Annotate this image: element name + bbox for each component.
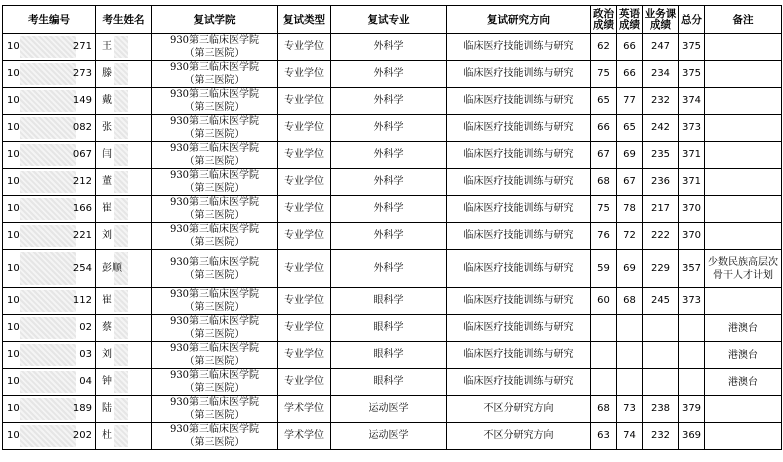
major-cell: 外科学 (331, 196, 447, 223)
college-hospital: （第三医院） (184, 237, 245, 248)
candidate-id-cell (3, 342, 96, 369)
exam-type-cell: 专业学位 (278, 169, 331, 196)
business-score-cell: 234 (643, 61, 679, 88)
redaction-mask (20, 171, 76, 193)
candidate-name-cell (96, 250, 152, 288)
college-name: 930第三临床医学院 (169, 256, 260, 268)
college-name: 930第三临床医学院 (169, 397, 260, 408)
candidate-name: 崔 (102, 295, 112, 306)
header-total: 总分 (679, 6, 705, 34)
college-hospital: （第三医院） (184, 210, 245, 221)
college-cell (152, 115, 278, 142)
exam-type-cell: 专业学位 (278, 342, 331, 369)
redaction-mask (20, 63, 76, 85)
candidate-id-cell (3, 61, 96, 88)
candidate-id-prefix: 10 (7, 41, 20, 52)
note-cell: 港澳台 (705, 369, 782, 396)
english-score-cell: 69 (617, 142, 643, 169)
direction-cell: 临床医疗技能训练与研究 (447, 115, 591, 142)
politics-score-cell (591, 369, 617, 396)
table-row (3, 342, 782, 369)
direction-cell: 临床医疗技能训练与研究 (447, 250, 591, 288)
redaction-mask (114, 144, 128, 166)
candidate-name: 张 (102, 122, 112, 133)
redaction-mask (20, 225, 76, 247)
candidate-name: 陆 (102, 403, 112, 414)
business-score-cell: 232 (643, 423, 679, 450)
major-cell: 外科学 (331, 223, 447, 250)
redaction-mask (114, 117, 128, 139)
candidate-id-suffix: 04 (79, 376, 92, 387)
direction-cell: 临床医疗技能训练与研究 (447, 34, 591, 61)
major-cell: 外科学 (331, 34, 447, 61)
major-cell: 外科学 (331, 61, 447, 88)
candidate-id-suffix: 02 (79, 322, 92, 333)
english-score-cell: 77 (617, 88, 643, 115)
politics-score-cell: 65 (591, 88, 617, 115)
candidate-id-cell (3, 423, 96, 450)
college-name: 930第三临床医学院 (169, 289, 260, 300)
college-hospital: （第三医院） (184, 437, 245, 448)
direction-cell: 不区分研究方向 (447, 423, 591, 450)
total-score-cell: 374 (679, 88, 705, 115)
major-cell: 眼科学 (331, 369, 447, 396)
redaction-mask (20, 371, 76, 393)
candidate-id-prefix: 10 (7, 295, 20, 306)
candidate-name-cell (96, 61, 152, 88)
candidate-id-prefix: 10 (7, 403, 20, 414)
candidate-name-cell (96, 396, 152, 423)
major-cell: 眼科学 (331, 315, 447, 342)
college-cell (152, 369, 278, 396)
direction-cell: 临床医疗技能训练与研究 (447, 169, 591, 196)
candidate-id-suffix: 273 (72, 68, 92, 79)
candidate-name-cell (96, 34, 152, 61)
exam-type-cell: 学术学位 (278, 423, 331, 450)
redaction-mask (20, 198, 76, 220)
direction-cell: 临床医疗技能训练与研究 (447, 142, 591, 169)
note-cell (705, 223, 782, 250)
politics-score-cell: 76 (591, 223, 617, 250)
note-cell: 少数民族高层次骨干人才计划 (705, 250, 782, 288)
header-english: 英语成绩 (617, 6, 643, 34)
note-cell (705, 88, 782, 115)
college-cell (152, 288, 278, 315)
candidate-name-cell (96, 88, 152, 115)
total-score-cell: 373 (679, 288, 705, 315)
english-score-cell: 69 (617, 250, 643, 288)
college-hospital: （第三医院） (184, 410, 245, 421)
total-score-cell: 379 (679, 396, 705, 423)
candidate-id-cell (3, 196, 96, 223)
college-name: 930第三临床医学院 (169, 316, 260, 327)
major-cell: 外科学 (331, 115, 447, 142)
note-cell (705, 169, 782, 196)
politics-score-cell (591, 315, 617, 342)
major-cell: 外科学 (331, 142, 447, 169)
exam-type-cell: 专业学位 (278, 61, 331, 88)
politics-score-cell (591, 342, 617, 369)
direction-cell: 临床医疗技能训练与研究 (447, 196, 591, 223)
redaction-mask (20, 317, 76, 339)
candidate-id-suffix: 03 (79, 349, 92, 360)
total-score-cell: 357 (679, 250, 705, 288)
college-cell (152, 342, 278, 369)
note-cell (705, 196, 782, 223)
business-score-cell: 247 (643, 34, 679, 61)
business-score-cell: 235 (643, 142, 679, 169)
major-cell: 眼科学 (331, 288, 447, 315)
candidate-id-cell (3, 115, 96, 142)
exam-type-cell: 专业学位 (278, 142, 331, 169)
politics-score-cell: 75 (591, 196, 617, 223)
header-note: 备注 (705, 6, 782, 34)
direction-cell: 不区分研究方向 (447, 396, 591, 423)
candidate-name-cell (96, 315, 152, 342)
business-score-cell: 245 (643, 288, 679, 315)
candidate-id-suffix: 271 (72, 41, 92, 52)
candidate-id-prefix: 10 (7, 230, 20, 241)
candidate-id-cell (3, 34, 96, 61)
college-hospital: （第三医院） (184, 269, 245, 281)
redaction-mask (114, 398, 128, 420)
header-major: 复试专业 (331, 6, 447, 34)
table-row (3, 34, 782, 61)
candidate-id-cell (3, 223, 96, 250)
table-row (3, 61, 782, 88)
english-score-cell: 68 (617, 288, 643, 315)
redaction-mask (114, 225, 128, 247)
candidate-id-cell (3, 169, 96, 196)
politics-score-cell: 75 (591, 61, 617, 88)
candidate-id-cell (3, 288, 96, 315)
total-score-cell: 375 (679, 34, 705, 61)
redaction-mask (20, 117, 76, 139)
redaction-mask (20, 36, 76, 58)
college-name: 930第三临床医学院 (169, 170, 260, 181)
total-score-cell: 370 (679, 223, 705, 250)
candidate-name-cell (96, 115, 152, 142)
header-name: 考生姓名 (96, 6, 152, 34)
table-row (3, 196, 782, 223)
business-score-cell: 229 (643, 250, 679, 288)
total-score-cell: 370 (679, 196, 705, 223)
note-cell: 港澳台 (705, 315, 782, 342)
candidate-name-cell (96, 223, 152, 250)
candidate-name: 彭顺 (102, 262, 122, 274)
candidate-id-prefix: 10 (7, 430, 20, 441)
candidate-id-suffix: 212 (72, 176, 92, 187)
major-cell: 运动医学 (331, 396, 447, 423)
candidate-id-suffix: 189 (72, 403, 92, 414)
total-score-cell (679, 315, 705, 342)
college-cell (152, 223, 278, 250)
college-cell (152, 196, 278, 223)
english-score-cell: 66 (617, 61, 643, 88)
redaction-mask (114, 63, 128, 85)
total-score-cell: 371 (679, 169, 705, 196)
candidate-name: 刘 (102, 349, 112, 360)
business-score-cell: 238 (643, 396, 679, 423)
candidate-id-cell (3, 396, 96, 423)
candidate-name-cell (96, 369, 152, 396)
redaction-mask (114, 171, 128, 193)
english-score-cell: 78 (617, 196, 643, 223)
total-score-cell: 369 (679, 423, 705, 450)
redaction-mask (20, 290, 76, 312)
table-row (3, 169, 782, 196)
exam-type-cell: 专业学位 (278, 369, 331, 396)
candidate-id-suffix: 221 (72, 230, 92, 241)
college-cell (152, 61, 278, 88)
candidate-name-cell (96, 423, 152, 450)
politics-score-cell: 68 (591, 396, 617, 423)
college-hospital: （第三医院） (184, 48, 245, 59)
candidate-name-cell (96, 196, 152, 223)
college-hospital: （第三医院） (184, 329, 245, 340)
candidate-name-cell (96, 288, 152, 315)
college-name: 930第三临床医学院 (169, 116, 260, 127)
candidate-id-suffix: 082 (72, 122, 92, 133)
redaction-mask (20, 398, 76, 420)
english-score-cell (617, 369, 643, 396)
college-cell (152, 315, 278, 342)
politics-score-cell: 68 (591, 169, 617, 196)
english-score-cell (617, 315, 643, 342)
college-hospital: （第三医院） (184, 383, 245, 394)
english-score-cell: 65 (617, 115, 643, 142)
candidate-name: 蔡 (102, 322, 112, 333)
english-score-cell: 66 (617, 34, 643, 61)
college-name: 930第三临床医学院 (169, 424, 260, 435)
college-name: 930第三临床医学院 (169, 370, 260, 381)
college-name: 930第三临床医学院 (169, 35, 260, 46)
header-business: 业务课成绩 (643, 6, 679, 34)
politics-score-cell: 67 (591, 142, 617, 169)
candidate-name: 滕 (102, 68, 112, 79)
direction-cell: 临床医疗技能训练与研究 (447, 369, 591, 396)
total-score-cell: 371 (679, 142, 705, 169)
table-row (3, 223, 782, 250)
redaction-mask (114, 36, 128, 58)
candidate-name: 钟 (102, 376, 112, 387)
politics-score-cell: 63 (591, 423, 617, 450)
politics-score-cell: 62 (591, 34, 617, 61)
exam-type-cell: 专业学位 (278, 115, 331, 142)
note-cell: 港澳台 (705, 342, 782, 369)
candidate-id-prefix: 10 (7, 68, 20, 79)
college-hospital: （第三医院） (184, 156, 245, 167)
candidate-name: 闫 (102, 149, 112, 160)
direction-cell: 临床医疗技能训练与研究 (447, 88, 591, 115)
english-score-cell: 74 (617, 423, 643, 450)
college-hospital: （第三医院） (184, 102, 245, 113)
college-cell (152, 423, 278, 450)
business-score-cell (643, 315, 679, 342)
college-name: 930第三临床医学院 (169, 197, 260, 208)
college-cell (152, 34, 278, 61)
direction-cell: 临床医疗技能训练与研究 (447, 223, 591, 250)
header-type: 复试类型 (278, 6, 331, 34)
politics-score-cell: 66 (591, 115, 617, 142)
college-hospital: （第三医院） (184, 75, 245, 86)
header-politics: 政治成绩 (591, 6, 617, 34)
exam-type-cell: 学术学位 (278, 396, 331, 423)
table-row (3, 250, 782, 288)
english-score-cell: 73 (617, 396, 643, 423)
college-cell (152, 396, 278, 423)
exam-type-cell: 专业学位 (278, 196, 331, 223)
total-score-cell (679, 369, 705, 396)
candidate-id-suffix: 149 (72, 95, 92, 106)
redaction-mask (114, 90, 128, 112)
table-body (3, 34, 782, 450)
exam-type-cell: 专业学位 (278, 34, 331, 61)
business-score-cell: 222 (643, 223, 679, 250)
exam-type-cell: 专业学位 (278, 250, 331, 288)
direction-cell: 临床医疗技能训练与研究 (447, 342, 591, 369)
redaction-mask (20, 90, 76, 112)
candidate-name: 刘 (102, 230, 112, 241)
direction-cell: 临床医疗技能训练与研究 (447, 315, 591, 342)
candidate-id-suffix: 254 (72, 262, 92, 274)
business-score-cell: 236 (643, 169, 679, 196)
english-score-cell (617, 342, 643, 369)
redaction-mask (20, 425, 76, 447)
college-hospital: （第三医院） (184, 356, 245, 367)
candidate-id-prefix: 10 (7, 262, 20, 274)
note-cell (705, 423, 782, 450)
note-cell (705, 115, 782, 142)
exam-type-cell: 专业学位 (278, 223, 331, 250)
college-cell (152, 142, 278, 169)
note-cell (705, 142, 782, 169)
header-college: 复试学院 (152, 6, 278, 34)
exam-type-cell: 专业学位 (278, 315, 331, 342)
college-name: 930第三临床医学院 (169, 343, 260, 354)
header-row (3, 6, 782, 34)
politics-score-cell: 60 (591, 288, 617, 315)
college-name: 930第三临床医学院 (169, 89, 260, 100)
note-cell (705, 61, 782, 88)
table-row (3, 423, 782, 450)
exam-type-cell: 专业学位 (278, 88, 331, 115)
major-cell: 外科学 (331, 169, 447, 196)
candidate-name-cell (96, 142, 152, 169)
direction-cell: 临床医疗技能训练与研究 (447, 61, 591, 88)
major-cell: 眼科学 (331, 342, 447, 369)
college-name: 930第三临床医学院 (169, 62, 260, 73)
candidate-id-prefix: 10 (7, 349, 20, 360)
candidate-id-prefix: 10 (7, 203, 20, 214)
table-row (3, 142, 782, 169)
redaction-mask (114, 317, 128, 339)
redaction-mask (114, 198, 128, 220)
candidate-name: 王 (102, 41, 112, 52)
redaction-mask (20, 344, 76, 366)
redaction-mask (20, 252, 76, 285)
candidate-id-suffix: 166 (72, 203, 92, 214)
table-row (3, 396, 782, 423)
college-hospital: （第三医院） (184, 183, 245, 194)
candidate-id-prefix: 10 (7, 376, 20, 387)
table-row (3, 315, 782, 342)
header-id: 考生编号 (3, 6, 96, 34)
header-direction: 复试研究方向 (447, 6, 591, 34)
exam-type-cell: 专业学位 (278, 288, 331, 315)
college-cell (152, 88, 278, 115)
english-score-cell: 72 (617, 223, 643, 250)
college-name: 930第三临床医学院 (169, 143, 260, 154)
major-cell: 运动医学 (331, 423, 447, 450)
candidate-id-prefix: 10 (7, 149, 20, 160)
note-cell (705, 34, 782, 61)
candidate-name: 董 (102, 176, 112, 187)
total-score-cell (679, 342, 705, 369)
note-cell (705, 288, 782, 315)
redaction-mask (114, 344, 128, 366)
candidate-id-prefix: 10 (7, 176, 20, 187)
candidate-id-cell (3, 88, 96, 115)
candidate-id-suffix: 202 (72, 430, 92, 441)
candidate-name: 杜 (102, 430, 112, 441)
candidate-name-cell (96, 342, 152, 369)
candidate-id-prefix: 10 (7, 95, 20, 106)
politics-score-cell: 59 (591, 250, 617, 288)
college-hospital: （第三医院） (184, 129, 245, 140)
college-name: 930第三临床医学院 (169, 224, 260, 235)
business-score-cell (643, 369, 679, 396)
admission-list-table (2, 5, 782, 450)
candidate-id-cell (3, 369, 96, 396)
table-row (3, 115, 782, 142)
candidate-id-suffix: 112 (72, 295, 92, 306)
candidate-id-cell (3, 142, 96, 169)
table-row (3, 88, 782, 115)
table-row (3, 369, 782, 396)
candidate-id-suffix: 067 (72, 149, 92, 160)
redaction-mask (114, 425, 128, 447)
college-hospital: （第三医院） (184, 302, 245, 313)
total-score-cell: 373 (679, 115, 705, 142)
business-score-cell (643, 342, 679, 369)
business-score-cell: 217 (643, 196, 679, 223)
college-cell (152, 169, 278, 196)
candidate-id-prefix: 10 (7, 322, 20, 333)
candidate-name: 戴 (102, 95, 112, 106)
redaction-mask (20, 144, 76, 166)
candidate-name-cell (96, 169, 152, 196)
college-cell (152, 250, 278, 288)
total-score-cell: 375 (679, 61, 705, 88)
direction-cell: 临床医疗技能训练与研究 (447, 288, 591, 315)
candidate-name: 崔 (102, 203, 112, 214)
major-cell: 外科学 (331, 88, 447, 115)
redaction-mask (114, 290, 128, 312)
redaction-mask (114, 371, 128, 393)
candidate-id-cell (3, 315, 96, 342)
business-score-cell: 242 (643, 115, 679, 142)
english-score-cell: 67 (617, 169, 643, 196)
business-score-cell: 232 (643, 88, 679, 115)
major-cell: 外科学 (331, 250, 447, 288)
candidate-id-prefix: 10 (7, 122, 20, 133)
note-cell (705, 396, 782, 423)
candidate-id-cell (3, 250, 96, 288)
table-row (3, 288, 782, 315)
